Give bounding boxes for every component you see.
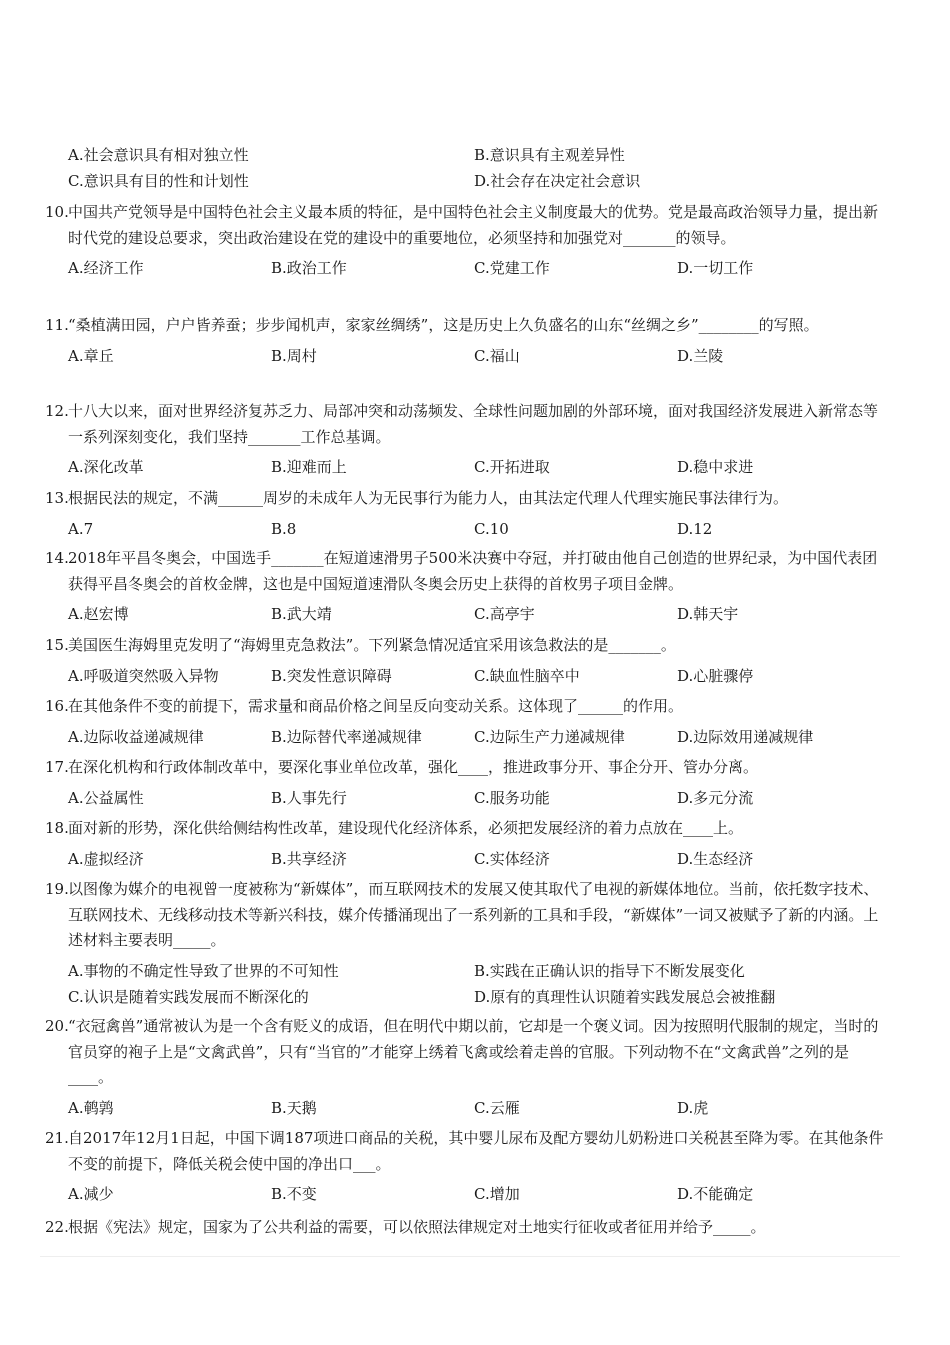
question-number: 12.	[45, 402, 69, 420]
option-c[interactable]: C.实体经济	[474, 849, 550, 868]
option-d[interactable]: D.虎	[677, 1098, 709, 1117]
option-c[interactable]: C.高亭宇	[474, 605, 535, 623]
options	[68, 785, 888, 811]
options	[68, 1095, 888, 1121]
question-21	[45, 1126, 888, 1207]
options	[68, 255, 888, 281]
option-b[interactable]: B.周村	[271, 346, 317, 365]
option-c[interactable]: C.党建工作	[474, 259, 550, 277]
question-text: 面对新的形势，深化供给侧结构性改革，建设现代化经济体系，必须把发展经济的着力点放在____上。	[68, 819, 744, 837]
option-d[interactable]: D.韩天宇	[677, 605, 739, 623]
option-a[interactable]: A.边际收益递减规律	[68, 727, 204, 746]
question-text: 在深化机构和行政体制改革中，要深化事业单位改革，强化____，推进政事分开、事企分开、管办分离。	[68, 758, 759, 776]
question-text: 2018年平昌冬奥会，中国选手_______在短道速滑男子500米决赛中夺冠，并打破由他自己创造的世界纪录，为中国代表团获得平昌冬奥会的首枚金牌，这也是中国短道速滑队冬奥会历史上获得的首枚男子项目金牌。	[68, 549, 878, 593]
option-c[interactable]: C.意识具有目的性和计划性	[68, 172, 249, 190]
option-d[interactable]: D.边际效用递减规律	[677, 727, 814, 746]
option-c[interactable]: C.10	[474, 519, 509, 538]
question-stem	[45, 200, 888, 251]
question-stem	[45, 1014, 888, 1091]
question-stem	[45, 877, 888, 954]
option-c[interactable]: C.增加	[474, 1185, 520, 1203]
question-text: 根据《宪法》规定，国家为了公共利益的需要，可以依照法律规定对土地实行征收或者征用并给予_____。	[68, 1218, 766, 1236]
option-d[interactable]: D.原有的真理性认识随着实践发展总会被推翻	[474, 987, 776, 1006]
option-b[interactable]: B.武大靖	[271, 605, 332, 623]
option-a[interactable]: A.公益属性	[68, 788, 144, 807]
option-a[interactable]: A.减少	[68, 1185, 114, 1203]
option-a[interactable]: A.鹌鹑	[68, 1098, 114, 1117]
question-stem	[45, 546, 888, 597]
option-b[interactable]: B.天鹅	[271, 1098, 317, 1117]
page-bottom-divider	[40, 1256, 900, 1257]
question-number: 16.	[45, 697, 69, 715]
question-stem	[45, 399, 888, 450]
question-9-options	[68, 142, 888, 194]
question-12	[45, 399, 888, 480]
question-15	[45, 633, 888, 689]
option-b[interactable]: B.实践在正确认识的指导下不断发展变化	[474, 961, 745, 980]
options	[68, 601, 888, 627]
option-a[interactable]: A.赵宏博	[68, 605, 129, 623]
option-a[interactable]: A.章丘	[68, 346, 114, 365]
option-c[interactable]: C.认识是随着实践发展而不断深化的	[68, 987, 309, 1006]
question-stem	[45, 755, 888, 781]
option-a[interactable]: A.虚拟经济	[68, 849, 144, 868]
option-a[interactable]: A.经济工作	[68, 259, 144, 277]
question-number: 19.	[45, 880, 69, 898]
option-c[interactable]: C.边际生产力递减规律	[474, 727, 625, 746]
option-b[interactable]: B.人事先行	[271, 788, 347, 807]
option-a[interactable]: A.社会意识具有相对独立性	[68, 146, 249, 164]
option-a[interactable]: A.深化改革	[68, 458, 144, 476]
option-c[interactable]: C.服务功能	[474, 788, 550, 807]
options	[68, 454, 888, 480]
option-b[interactable]: B.共享经济	[271, 849, 347, 868]
question-16	[45, 694, 888, 750]
question-text: 美国医生海姆里克发明了“海姆里克急救法”。下列紧急情况适宜采用该急救法的是_______。	[68, 636, 676, 654]
question-text: 十八大以来，面对世界经济复苏乏力、局部冲突和动荡频发、全球性问题加剧的外部环境，面对我国经济发展进入新常态等一系列深刻变化，我们坚持_______工作总基调。	[68, 402, 879, 446]
option-d[interactable]: D.生态经济	[677, 849, 754, 868]
question-stem	[45, 1215, 888, 1241]
question-number: 17.	[45, 758, 69, 776]
question-text: 中国共产党领导是中国特色社会主义最本质的特征，是中国特色社会主义制度最大的优势。党是最高政治领导力量，提出新时代党的建设总要求，突出政治建设在党的建设中的重要地位，必须坚持和加强党对_______的领导。	[68, 203, 879, 247]
question-stem	[45, 313, 888, 339]
options	[68, 663, 888, 689]
question-17	[45, 755, 888, 811]
question-text: 在其他条件不变的前提下，需求量和商品价格之间呈反向变动关系。这体现了______的作用。	[68, 697, 684, 715]
question-19	[45, 877, 888, 1010]
options	[68, 958, 888, 1010]
question-number: 10.	[45, 203, 69, 221]
question-20	[45, 1014, 888, 1121]
question-number: 13.	[45, 489, 69, 507]
option-b[interactable]: B.8	[271, 519, 297, 538]
option-d[interactable]: D.心脏骤停	[677, 666, 754, 685]
option-c[interactable]: C.开拓进取	[474, 458, 550, 476]
question-11	[45, 313, 888, 369]
options	[68, 516, 888, 542]
question-text: 以图像为媒介的电视曾一度被称为“新媒体”，而互联网技术的发展又使其取代了电视的新媒体地位。当前，依托数字技术、互联网技术、无线移动技术等新兴科技，媒介传播涌现出了一系列新的工具和手段，“新媒体”一词又被赋予了新的内涵。上述材料主要表明_____。	[68, 880, 879, 949]
question-18	[45, 816, 888, 872]
question-text: “衣冠禽兽”通常被认为是一个含有贬义的成语，但在明代中期以前，它却是一个褒义词。因为按照明代服制的规定，当时的官员穿的袍子上是“文禽武兽”，只有“当官的”才能穿上绣着飞禽或绘着走兽的官服。下列动物不在“文禽武兽”之列的是____。	[68, 1017, 879, 1086]
question-text: “桑植满田园，户户皆养蚕；步步闻机声，家家丝绸绣”，这是历史上久负盛名的山东“丝绸之乡”________的写照。	[68, 316, 819, 334]
question-stem	[45, 1126, 888, 1177]
options	[68, 343, 888, 369]
question-14	[45, 546, 888, 627]
question-10	[45, 200, 888, 281]
question-number: 11.	[45, 316, 69, 334]
option-d[interactable]: D.不能确定	[677, 1185, 754, 1203]
option-c[interactable]: C.云雁	[474, 1098, 520, 1117]
options	[68, 724, 888, 750]
option-d[interactable]: D.一切工作	[677, 259, 754, 277]
option-b[interactable]: B.迎难而上	[271, 458, 347, 476]
option-a[interactable]: A.呼吸道突然吸入异物	[68, 666, 219, 685]
question-number: 15.	[45, 636, 69, 654]
option-d[interactable]: D.12	[677, 519, 713, 538]
question-stem	[45, 486, 888, 512]
option-d[interactable]: D.社会存在决定社会意识	[474, 172, 641, 190]
option-a[interactable]: A.事物的不确定性导致了世界的不可知性	[68, 961, 339, 980]
option-d[interactable]: D.稳中求进	[677, 458, 754, 476]
question-number: 14.	[45, 549, 69, 567]
option-b[interactable]: B.不变	[271, 1185, 317, 1203]
option-c[interactable]: C.福山	[474, 346, 520, 365]
question-stem	[45, 633, 888, 659]
option-b[interactable]: B.突发性意识障碍	[271, 666, 392, 685]
option-d[interactable]: D.多元分流	[677, 788, 754, 807]
options	[68, 1181, 888, 1207]
question-22	[45, 1215, 888, 1241]
question-number: 21.	[45, 1129, 69, 1147]
options	[68, 846, 888, 872]
question-text: 根据民法的规定，不满______周岁的未成年人为无民事行为能力人，由其法定代理人代理实施民事法律行为。	[68, 489, 789, 507]
question-text: 自2017年12月1日起，中国下调187项进口商品的关税，其中婴儿尿布及配方婴幼儿奶粉进口关税甚至降为零。在其他条件不变的前提下，降低关税会使中国的净出口___。	[68, 1129, 884, 1173]
option-d[interactable]: D.兰陵	[677, 346, 724, 365]
option-b[interactable]: B.边际替代率递减规律	[271, 727, 422, 746]
option-a[interactable]: A.7	[68, 519, 94, 538]
option-b[interactable]: B.政治工作	[271, 259, 347, 277]
question-number: 18.	[45, 819, 69, 837]
question-stem	[45, 694, 888, 720]
option-b[interactable]: B.意识具有主观差异性	[474, 146, 625, 164]
question-13	[45, 486, 888, 542]
option-c[interactable]: C.缺血性脑卒中	[474, 666, 580, 685]
question-number: 22.	[45, 1218, 69, 1236]
question-number: 20.	[45, 1017, 69, 1035]
question-stem	[45, 816, 888, 842]
